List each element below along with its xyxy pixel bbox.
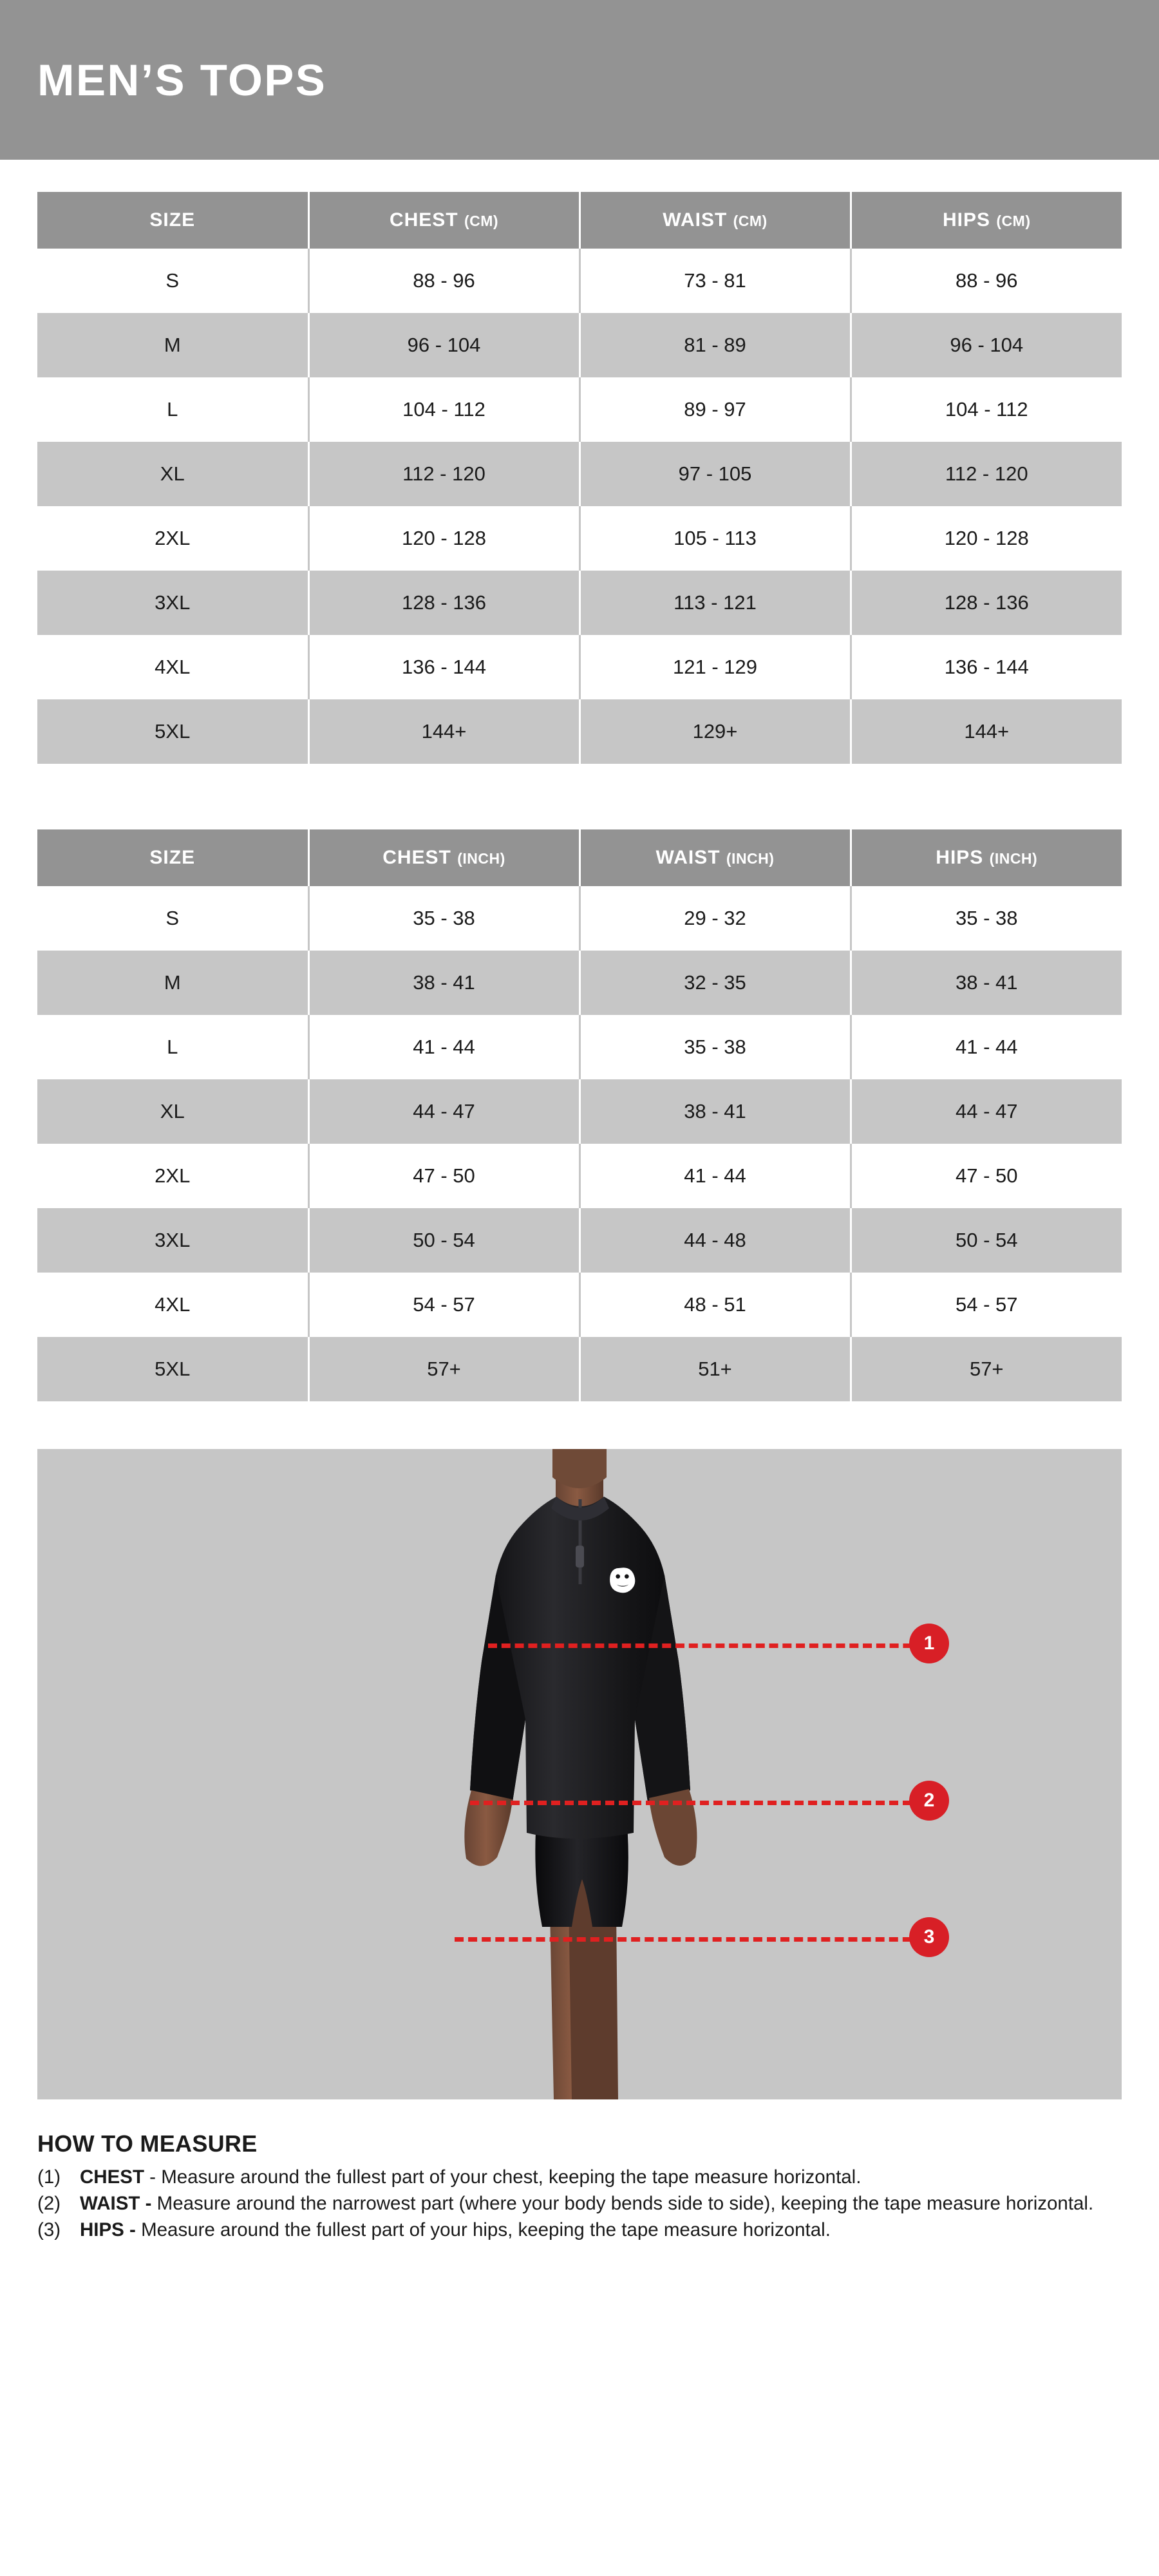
cell-chest: 112 - 120 [308, 442, 580, 506]
item-text [80, 2218, 1122, 2243]
column-header-label: CHEST [389, 209, 458, 231]
cell-size: L [37, 377, 308, 442]
cell-waist: 121 - 129 [580, 635, 851, 699]
column-header-label: WAIST [655, 847, 721, 868]
cell-chest: 41 - 44 [308, 1015, 580, 1079]
item-number: (2) [37, 2192, 61, 2214]
chest-marker-number: 1 [923, 1633, 935, 1654]
cell-size: 4XL [37, 635, 308, 699]
table-row [37, 951, 1122, 1015]
hips-measure-line [455, 1937, 939, 1942]
cell-hips: 38 - 41 [955, 971, 1018, 994]
cell-chest: 128 - 136 [308, 571, 580, 635]
cell-chest: 96 - 104 [308, 313, 580, 377]
table-row [37, 886, 1122, 951]
column-header-unit: (INCH) [726, 850, 775, 867]
how-to-measure-item-hips [37, 2218, 1122, 2243]
table-row [37, 377, 1122, 442]
table-row [37, 442, 1122, 506]
cell-chest: 136 - 144 [308, 635, 580, 699]
cell-waist: 44 - 48 [580, 1208, 851, 1273]
item-number: (1) [37, 2166, 61, 2188]
table-header-row [37, 192, 1122, 249]
cell-chest: 50 - 54 [308, 1208, 580, 1273]
cell-size: S [37, 249, 308, 313]
column-header-label: SIZE [149, 847, 196, 868]
item-number: (3) [37, 2219, 61, 2240]
cell-hips: 112 - 120 [945, 462, 1028, 485]
cell-waist: 89 - 97 [580, 377, 851, 442]
how-to-measure-item-waist [37, 2192, 1122, 2217]
cell-size: 5XL [37, 699, 308, 764]
cell-size: 2XL [37, 506, 308, 571]
table-row [37, 1273, 1122, 1337]
how-to-measure-title: HOW TO MEASURE [37, 2130, 258, 2157]
cell-chest: 44 - 47 [308, 1079, 580, 1144]
column-header-size [37, 829, 308, 886]
cell-waist: 32 - 35 [580, 951, 851, 1015]
cell-waist: 29 - 32 [580, 886, 851, 951]
cell-hips: 120 - 128 [944, 527, 1029, 549]
cell-waist: 41 - 44 [580, 1144, 851, 1208]
column-header-chest [308, 829, 580, 886]
table-row [37, 249, 1122, 313]
cell-waist: 97 - 105 [580, 442, 851, 506]
column-header-hips [851, 192, 1122, 249]
cell-chest: 57+ [308, 1337, 580, 1401]
page-title: MEN’S TOPS [37, 55, 327, 105]
cell-waist: 129+ [580, 699, 851, 764]
column-header-hips [851, 829, 1122, 886]
cell-hips: 104 - 112 [945, 398, 1028, 421]
item-term: CHEST [80, 2166, 144, 2188]
chest-marker-badge [909, 1624, 949, 1663]
cell-hips: 128 - 136 [944, 591, 1029, 614]
waist-measure-line [470, 1801, 939, 1805]
column-header-unit: (CM) [996, 213, 1031, 229]
cell-chest: 120 - 128 [308, 506, 580, 571]
cell-hips: 47 - 50 [955, 1164, 1018, 1187]
table-row [37, 1015, 1122, 1079]
page-header [0, 0, 1159, 160]
cell-hips: 136 - 144 [944, 656, 1029, 678]
cell-size: M [37, 313, 308, 377]
table-header-row [37, 829, 1122, 886]
cell-hips: 54 - 57 [955, 1293, 1018, 1316]
cell-chest: 35 - 38 [308, 886, 580, 951]
cell-size: 4XL [37, 1273, 308, 1337]
column-header-waist [580, 829, 851, 886]
measurement-figure [37, 1449, 1122, 2099]
column-header-label: HIPS [943, 209, 991, 231]
cell-size: XL [37, 442, 308, 506]
table-row [37, 1079, 1122, 1144]
cell-waist: 81 - 89 [580, 313, 851, 377]
table-spacer [37, 764, 1122, 797]
column-header-label: WAIST [663, 209, 728, 231]
column-header-chest [308, 192, 580, 249]
cell-hips: 88 - 96 [955, 269, 1018, 292]
hips-marker-number: 3 [923, 1926, 935, 1947]
table-row [37, 506, 1122, 571]
waist-marker-badge [909, 1781, 949, 1821]
cell-hips: 44 - 47 [955, 1100, 1018, 1122]
cell-size: 3XL [37, 1208, 308, 1273]
model-illustration [399, 1449, 760, 2099]
column-header-unit: (CM) [464, 213, 499, 229]
cell-size: S [37, 886, 308, 951]
cell-waist: 35 - 38 [580, 1015, 851, 1079]
cell-chest: 54 - 57 [308, 1273, 580, 1337]
item-text [80, 2192, 1122, 2217]
item-term: HIPS - [80, 2219, 136, 2240]
table-row [37, 699, 1122, 764]
cell-waist: 48 - 51 [580, 1273, 851, 1337]
column-header-unit: (INCH) [989, 850, 1038, 867]
cell-size: 5XL [37, 1337, 308, 1401]
cell-chest: 104 - 112 [308, 377, 580, 442]
size-table-inch [37, 829, 1122, 1401]
cell-size: 2XL [37, 1144, 308, 1208]
table-row [37, 1337, 1122, 1401]
cell-waist: 51+ [580, 1337, 851, 1401]
column-header-waist [580, 192, 851, 249]
hips-marker-badge [909, 1917, 949, 1957]
item-description: - Measure around the fullest part of your chest, keeping the tape measure horizontal. [144, 2166, 862, 2188]
item-description: Measure around the fullest part of your hips, keeping the tape measure horizontal. [135, 2219, 831, 2240]
cell-hips: 35 - 38 [955, 907, 1018, 929]
column-header-unit: (CM) [733, 213, 768, 229]
cell-size: M [37, 951, 308, 1015]
cell-chest: 47 - 50 [308, 1144, 580, 1208]
table-row [37, 1144, 1122, 1208]
column-header-label: SIZE [149, 209, 196, 231]
table-row [37, 1208, 1122, 1273]
cell-chest: 88 - 96 [308, 249, 580, 313]
cell-hips: 50 - 54 [955, 1229, 1018, 1251]
column-header-unit: (INCH) [457, 850, 505, 867]
table-row [37, 635, 1122, 699]
cell-size: 3XL [37, 571, 308, 635]
cell-hips: 96 - 104 [950, 334, 1024, 356]
size-table-cm [37, 192, 1122, 764]
cell-hips: 57+ [969, 1358, 1004, 1380]
cell-size: XL [37, 1079, 308, 1144]
how-to-measure-section [0, 2099, 1159, 2270]
table-row [37, 571, 1122, 635]
size-tables [0, 192, 1159, 1401]
cell-hips: 144+ [964, 720, 1010, 743]
cell-waist: 105 - 113 [580, 506, 851, 571]
cell-waist: 73 - 81 [580, 249, 851, 313]
chest-measure-line [488, 1643, 939, 1648]
cell-size: L [37, 1015, 308, 1079]
cell-chest: 38 - 41 [308, 951, 580, 1015]
how-to-measure-item-chest [37, 2165, 1122, 2190]
cell-hips: 41 - 44 [955, 1036, 1018, 1058]
cell-waist: 113 - 121 [580, 571, 851, 635]
waist-marker-number: 2 [923, 1790, 935, 1811]
item-term: WAIST - [80, 2192, 152, 2214]
item-text [80, 2165, 1122, 2190]
column-header-label: CHEST [382, 847, 451, 868]
cell-waist: 38 - 41 [580, 1079, 851, 1144]
cell-chest: 144+ [308, 699, 580, 764]
item-description: Measure around the narrowest part (where your body bends side to side), keeping the tape measure horizontal. [151, 2192, 1094, 2214]
column-header-size [37, 192, 308, 249]
column-header-label: HIPS [936, 847, 984, 868]
table-row [37, 313, 1122, 377]
